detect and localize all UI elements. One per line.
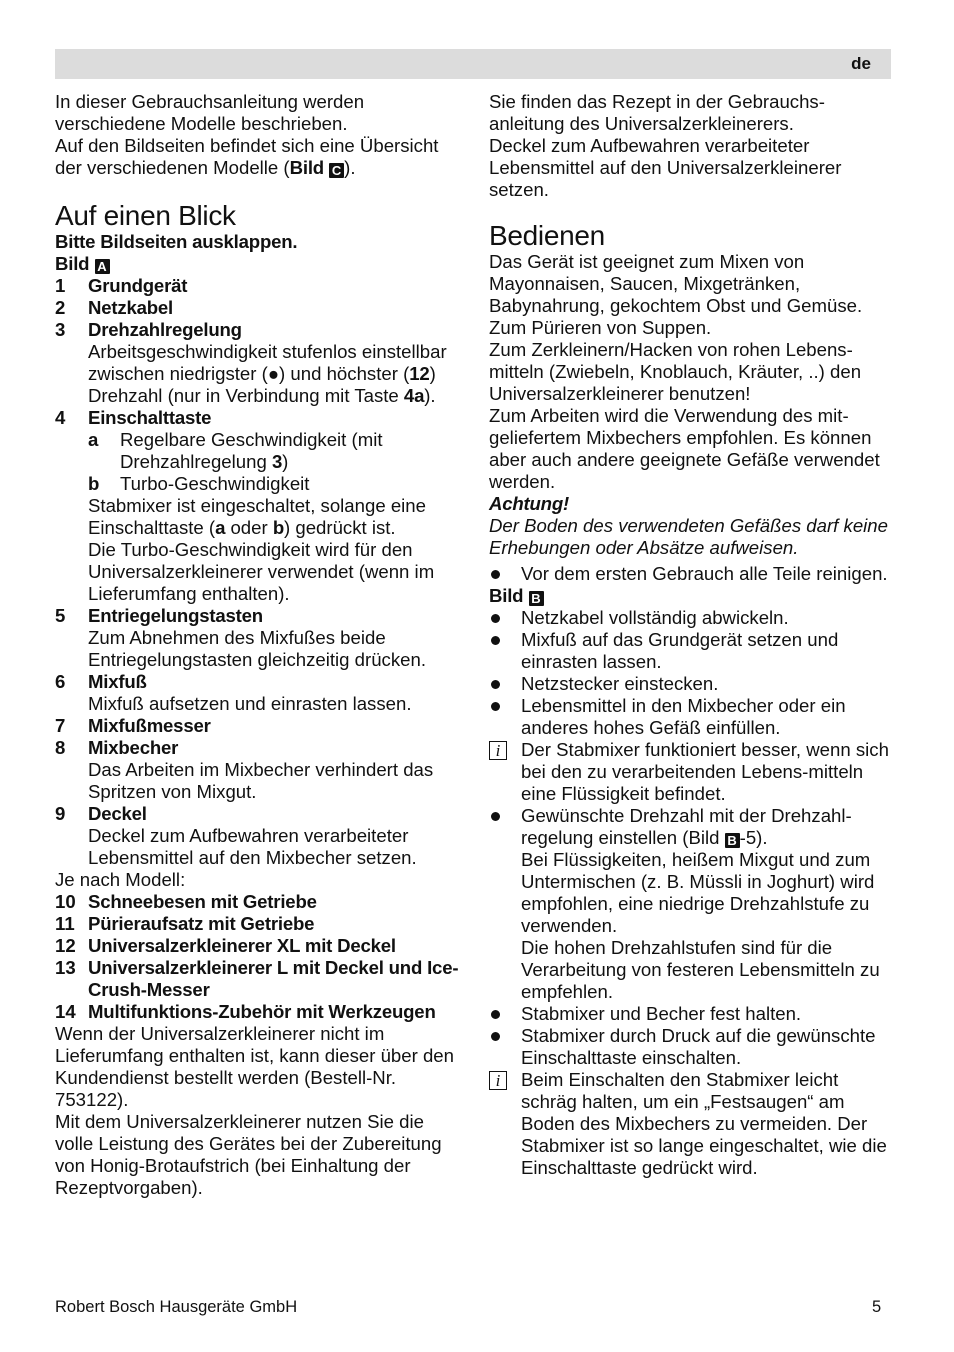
text: -5).: [739, 827, 768, 848]
text: ) Drehzahl (nur in Verbindung mit Taste: [88, 363, 436, 406]
list-item: [55, 319, 460, 407]
list-item: [55, 913, 460, 935]
text: oder: [225, 517, 273, 538]
list-item: [55, 957, 460, 1001]
bild-label: Bild: [489, 585, 524, 606]
intro-paragraph-1: In dieser Gebrauchsanleitung werden verschiedene Modelle beschrieben.: [55, 91, 365, 134]
bullet-dot: [491, 570, 500, 579]
item-description: Das Arbeiten im Mixbecher verhindert das Spritzen von Mixgut.: [88, 759, 434, 802]
header-bar: [55, 49, 891, 79]
text: Lebensmittel in den Mixbecher oder ein anderes hohes Gefäß einfüllen.: [521, 695, 846, 738]
sub-label: a: [88, 429, 99, 450]
item-number: 12: [55, 935, 76, 956]
figure-b-badge: B: [725, 833, 740, 848]
item-number: 4: [55, 407, 66, 428]
item-title: Mixfußmesser: [88, 715, 211, 736]
item-number: 3: [55, 319, 66, 340]
item-number: 2: [55, 297, 66, 318]
bild-label: Bild: [289, 157, 324, 178]
item-title: Pürieraufsatz mit Getriebe: [88, 913, 315, 934]
bullet-item: [489, 695, 891, 739]
bullet-item: [489, 1025, 891, 1069]
item-title: Entriegelungstasten: [88, 605, 263, 626]
list-item: [55, 803, 460, 869]
item-title: Schneebesen mit Getriebe: [88, 891, 317, 912]
item-title: Mixfuß: [88, 671, 147, 692]
item-description: Deckel zum Aufbewahren verarbeiteter Lebensmittel auf den Mixbecher setzen.: [88, 825, 417, 868]
fold-instruction: Bitte Bildseiten ausklappen.: [55, 231, 298, 252]
figure-b-badge: B: [529, 591, 544, 606]
text: Stabmixer ist eingeschaltet, solange eine Einschalttaste (: [88, 495, 426, 538]
info-note: [489, 1069, 891, 1179]
intro-paragraph-2: [55, 135, 460, 179]
text: Arbeitsgeschwindigkeit stufenlos einstellbar zwischen niedrigster (: [88, 341, 447, 384]
item-number: 1: [55, 275, 66, 296]
item-description: Die Turbo-Geschwindigkeit wird für den Universalzerkleinerer verwendet (wenn im Lieferumfang enthalten).: [88, 539, 435, 604]
sub-label: b: [88, 473, 100, 494]
footer-company: Robert Bosch Hausgeräte GmbH: [55, 1298, 298, 1316]
bullet-dot: [491, 614, 500, 623]
bullet-item: [489, 563, 891, 585]
item-title: Netzkabel: [88, 297, 174, 318]
ref-12: 12: [409, 363, 430, 384]
list-item: [55, 275, 460, 297]
item-description: [88, 341, 460, 407]
bullet-dot: [491, 1010, 500, 1019]
dot-symbol: ●: [267, 363, 280, 384]
text: Regelbare Geschwindigkeit (mit Drehzahlregelung: [120, 429, 383, 472]
outro-paragraph-1: Wenn der Universalzerkleinerer nicht im Lieferumfang enthalten ist, kann dieser über den Kundendienst bestellt werden (Bestell-Nr. 753122).: [55, 1023, 454, 1110]
item-description: Zum Abnehmen des Mixfußes beide Entriegelungstasten gleichzeitig drücken.: [88, 627, 426, 670]
bullet-item: [489, 805, 891, 1003]
ref-b: b: [272, 517, 284, 538]
item-title: Mixbecher: [88, 737, 179, 758]
item-number: 6: [55, 671, 66, 692]
text: Der Stabmixer funktioniert besser, wenn sich bei den zu verarbeitenden Lebens-mitteln eine Flüssigkeit befindet.: [521, 739, 889, 804]
text: ) und höchster (: [279, 363, 410, 384]
ref-4a: 4a: [403, 385, 425, 406]
item-number: 14: [55, 1001, 76, 1022]
list-item: [55, 605, 460, 671]
bullet-detail: Die hohen Drehzahlstufen sind für die Verarbeitung von festeren Lebensmitteln zu empfehlen.: [521, 937, 880, 1002]
text: Turbo-Geschwindigkeit: [120, 473, 310, 494]
item-description: [88, 495, 460, 539]
item-number: 5: [55, 605, 66, 626]
recipe-paragraph: Sie finden das Rezept in der Gebrauchs-anleitung des Universalzerkleinerers.: [489, 91, 825, 134]
text: ): [282, 451, 289, 472]
figure-a-badge: A: [95, 259, 110, 274]
bullet-dot: [491, 636, 500, 645]
ref-a: a: [215, 517, 226, 538]
text: Vor dem ersten Gebrauch alle Teile reinigen.: [521, 563, 888, 584]
usage-paragraph-4: Zum Arbeiten wird die Verwendung des mit-geliefertem Mixbechers empfohlen. Es können aber auch andere geeignete Gefäße verwendet werden.: [489, 405, 880, 492]
text: Stabmixer durch Druck auf die gewünschte Einschalttaste einschalten.: [521, 1025, 876, 1068]
item-number: 9: [55, 803, 66, 824]
info-icon: i: [489, 1071, 507, 1090]
bild-b-reference: [489, 585, 891, 607]
outro-paragraph-2: Mit dem Universalzerkleinerer nutzen Sie die volle Leistung des Gerätes bei der Zubereitung von Honig-Brotaufstrich (bei Einhaltung der Rezeptvorgaben).: [55, 1111, 442, 1198]
section-heading-overview: Auf einen Blick: [55, 200, 236, 231]
bullet-item: [489, 673, 891, 695]
item-number: 11: [55, 913, 75, 934]
warning-text: Der Boden des verwendeten Gefäßes darf keine Erhebungen oder Absätze aufweisen.: [489, 515, 888, 558]
item-number: 7: [55, 715, 66, 736]
item-title: Universalzerkleinerer XL mit Deckel: [88, 935, 396, 956]
bullet-dot: [491, 812, 500, 821]
section-heading-operation: Bedienen: [489, 220, 605, 251]
intro-text: Auf den Bildseiten befindet sich eine Übersicht der verschiedenen Modelle (: [55, 135, 439, 178]
text: ).: [424, 385, 436, 406]
list-item: [55, 671, 460, 715]
list-item: [55, 407, 460, 605]
sub-item-a: [88, 429, 460, 473]
warning-title: Achtung!: [489, 493, 569, 514]
list-item: [55, 935, 460, 957]
list-item: [55, 737, 460, 803]
intro-text-end: ).: [344, 157, 356, 178]
usage-paragraph-3: Zum Zerkleinern/Hacken von rohen Lebens-mitteln (Zwiebeln, Knoblauch, Kräuter, ..) den Universalzerkleinerer benutzen!: [489, 339, 862, 404]
page-number: 5: [872, 1298, 882, 1316]
sub-item-b: [88, 473, 460, 495]
text: Beim Einschalten den Stabmixer leicht schräg halten, um ein „Festsaugen“ am Boden des Mixbechers zu vermeiden. Der Stabmixer ist so lange eingeschaltet, wie die Einschalttaste gedrückt wird.: [521, 1069, 887, 1178]
item-title: Multifunktions-Zubehör mit Werkzeugen: [88, 1001, 436, 1022]
text: Mixfuß auf das Grundgerät setzen und einrasten lassen.: [521, 629, 839, 672]
item-number: 10: [55, 891, 76, 912]
list-item: [55, 1001, 460, 1023]
text: Netzkabel vollständig abwickeln.: [521, 607, 789, 628]
bullet-dot: [491, 1032, 500, 1041]
bullet-dot: [491, 702, 500, 711]
language-code: de: [851, 54, 871, 73]
item-title: Einschalttaste: [88, 407, 212, 428]
usage-paragraph-2: Zum Pürieren von Suppen.: [489, 317, 712, 338]
item-number: 13: [55, 957, 76, 978]
text: ) gedrückt ist.: [284, 517, 396, 538]
item-title: Universalzerkleinerer L mit Deckel und Ice-Crush-Messer: [88, 957, 459, 1000]
item-title: Deckel: [88, 803, 147, 824]
figure-c-badge: C: [329, 163, 344, 178]
left-column: [55, 91, 460, 1199]
usage-paragraph-1: Das Gerät ist geeignet zum Mixen von Mayonnaisen, Saucen, Mixgetränken, Babynahrung, gekochtem Obst und Gemüse.: [489, 251, 863, 316]
info-note: [489, 739, 891, 805]
right-column: [489, 91, 891, 1179]
bullet-item: [489, 629, 891, 673]
ref-3: 3: [271, 451, 283, 472]
list-item: [55, 297, 460, 319]
bullet-item: [489, 607, 891, 629]
text: Netzstecker einstecken.: [521, 673, 719, 694]
list-item: [55, 891, 460, 913]
list-item: [55, 715, 460, 737]
bild-label: Bild: [55, 253, 90, 274]
item-number: 8: [55, 737, 66, 758]
bullet-dot: [491, 680, 500, 689]
text: Stabmixer und Becher fest halten.: [521, 1003, 802, 1024]
item-title: Grundgerät: [88, 275, 188, 296]
bullet-item: [489, 1003, 891, 1025]
bullet-detail: Bei Flüssigkeiten, heißem Mixgut und zum Untermischen (z. B. Müssli in Joghurt) wird empfohlen, eine niedrige Drehzahlstufe zu verwenden.: [521, 849, 875, 936]
item-title: Drehzahlregelung: [88, 319, 242, 340]
bild-a-reference: [55, 253, 460, 275]
item-description: Mixfuß aufsetzen und einrasten lassen.: [88, 693, 412, 714]
model-note: Je nach Modell:: [55, 869, 186, 890]
info-icon: i: [489, 741, 507, 760]
lid-paragraph: Deckel zum Aufbewahren verarbeiteter Lebensmittel auf den Universalzerkleinerer setzen.: [489, 135, 842, 200]
text: Gewünschte Drehzahl mit der Drehzahl-regelung einstellen (Bild: [521, 805, 852, 848]
